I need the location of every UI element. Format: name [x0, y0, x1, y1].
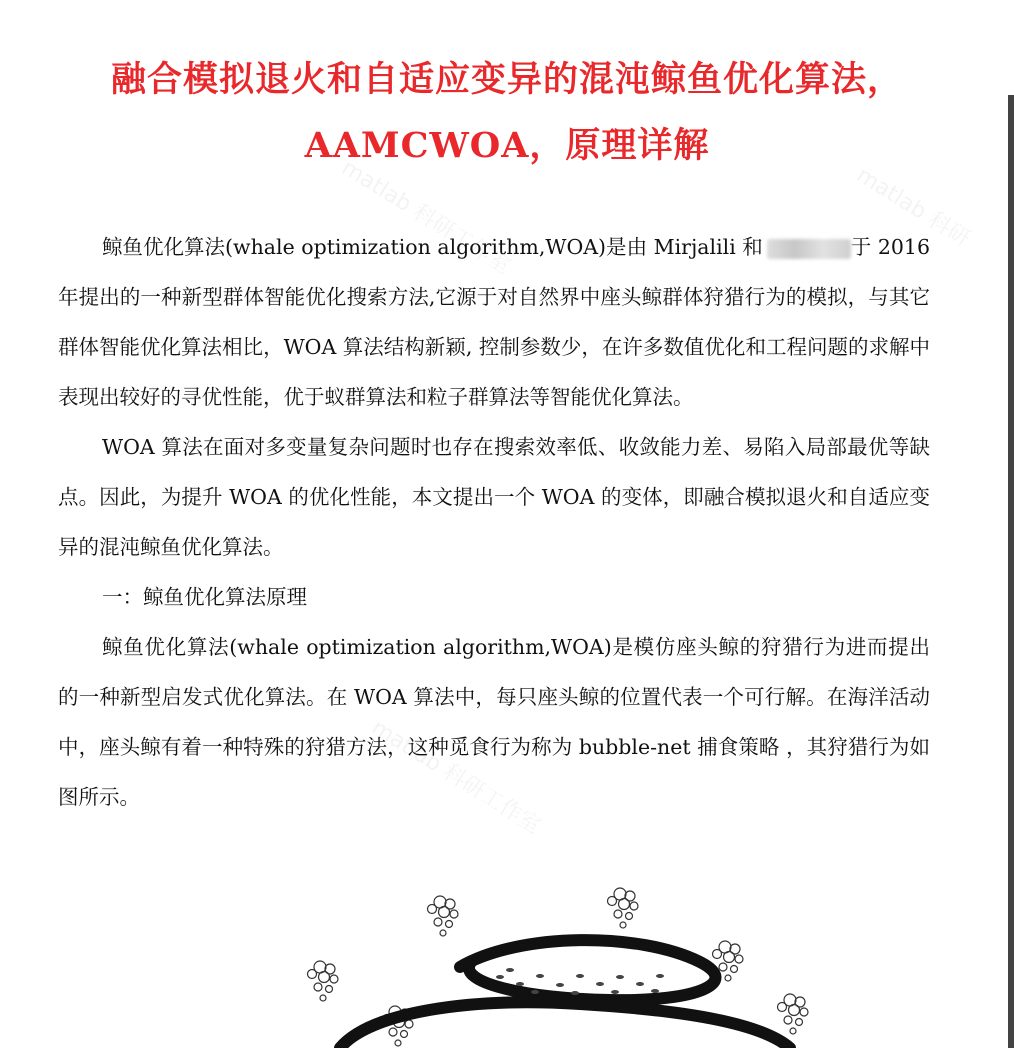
paragraph-weakness: WOA 算法在面对多变量复杂问题时也存在搜索效率低、收敛能力差、易陷入局部最优等缺点。因此，为提升 WOA 的优化性能，本文提出一个 WOA 的变体，即融合模拟退火和自适应变异的混沌鲸鱼优化算法。	[58, 435, 930, 559]
title-line-2: AAMCWOA，原理详解	[304, 125, 710, 166]
paragraph-intro	[58, 222, 930, 422]
paragraph-intro-rest: 于 2016 年提出的一种新型群体智能优化搜索方法,它源于对自然界中座头鲸群体狩猎行为的模拟，与其它群体智能优化算法相比，WOA 算法结构新颖, 控制参数少，在许多数值优化和工程问题的求解中表现出较好的寻优性能，优于蚁群算法和粒子群算法等智能优化算法。	[58, 235, 930, 409]
page-edge-shadow	[1008, 95, 1014, 1048]
paragraph-intro-start: 鲸鱼优化算法(whale optimization algorithm,WOA)是由 Mirjalili 和	[102, 235, 763, 259]
bubble-net-figure-icon	[140, 872, 860, 1048]
article-body	[58, 222, 930, 822]
section-heading: 一：鲸鱼优化算法原理	[102, 585, 307, 609]
title-line-1: 融合模拟退火和自适应变异的混沌鲸鱼优化算法，	[110, 59, 903, 100]
redacted-name	[767, 239, 851, 259]
paragraph-principle: 鲸鱼优化算法(whale optimization algorithm,WOA)是模仿座头鲸的狩猎行为进而提出的一种新型启发式优化算法。在 WOA 算法中，每只座头鲸的位置代表一个可行解。在海洋活动中，座头鲸有着一种特殊的狩猎方法，这种觅食行为称为 bubble-net 捕食策略 ，其狩猎行为如图所示。	[58, 635, 930, 809]
